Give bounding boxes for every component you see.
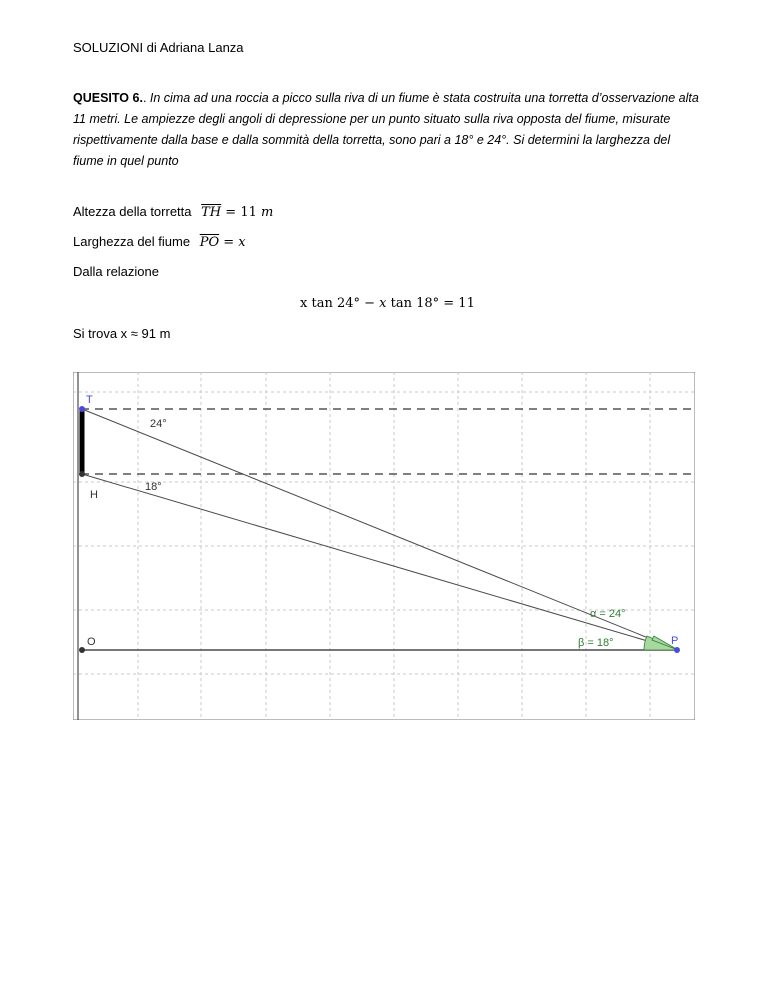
larghezza-segment: $\overline{PO}$ xyxy=(199,235,220,250)
geometry-figure xyxy=(73,372,695,720)
larghezza-label: Larghezza del fiume xyxy=(73,234,191,249)
larghezza-line xyxy=(73,234,246,250)
altezza-label: Altezza della torretta xyxy=(73,204,192,219)
result-line: Si trova x ≈ 91 m xyxy=(73,326,171,341)
point-o xyxy=(79,647,85,653)
quesito-paragraph xyxy=(73,88,703,172)
altezza-formula xyxy=(201,205,273,220)
label-h: H xyxy=(90,489,98,501)
equation-x: x xyxy=(379,296,387,311)
larghezza-var: x xyxy=(238,235,246,250)
equation xyxy=(300,296,475,311)
larghezza-formula xyxy=(200,235,246,250)
relazione-line: Dalla relazione xyxy=(73,264,159,279)
document-header: SOLUZIONI di Adriana Lanza xyxy=(73,40,244,55)
label-angle-top: 24° xyxy=(150,418,167,430)
label-alpha: α = 24° xyxy=(590,608,626,620)
label-o: O xyxy=(87,636,96,648)
label-beta: β = 18° xyxy=(578,637,614,649)
equation-part-a: x tan 24° − xyxy=(300,296,380,311)
altezza-line xyxy=(73,204,273,220)
larghezza-equals: = xyxy=(219,235,239,250)
label-p: P xyxy=(671,635,679,647)
point-p xyxy=(674,647,680,653)
quesito-label: QUESITO 6. xyxy=(73,91,143,105)
point-t xyxy=(79,406,85,412)
altezza-segment: $\overline{TH}$ xyxy=(201,205,222,220)
altezza-unit: m xyxy=(261,205,274,220)
quesito-separator: . xyxy=(142,91,150,105)
altezza-equals: = 11 xyxy=(221,205,261,220)
point-h xyxy=(79,471,85,477)
label-t: T xyxy=(86,394,93,406)
equation-part-b: tan 18° = 11 xyxy=(386,296,475,311)
quesito-text: In cima ad una roccia a picco sulla riva di un fiume è stata costruita una torretta d’osservazione alta 11 metri. Le ampiezze degli angoli di depressione per un punto situato sulla riva opposta del fiume, misurate rispettivamente dalla base e dalla sommità della torretta, sono pari a 18° e 24°. Si determini la larghezza del fiume in quel punto xyxy=(73,91,699,168)
label-angle-mid: 18° xyxy=(145,481,162,493)
